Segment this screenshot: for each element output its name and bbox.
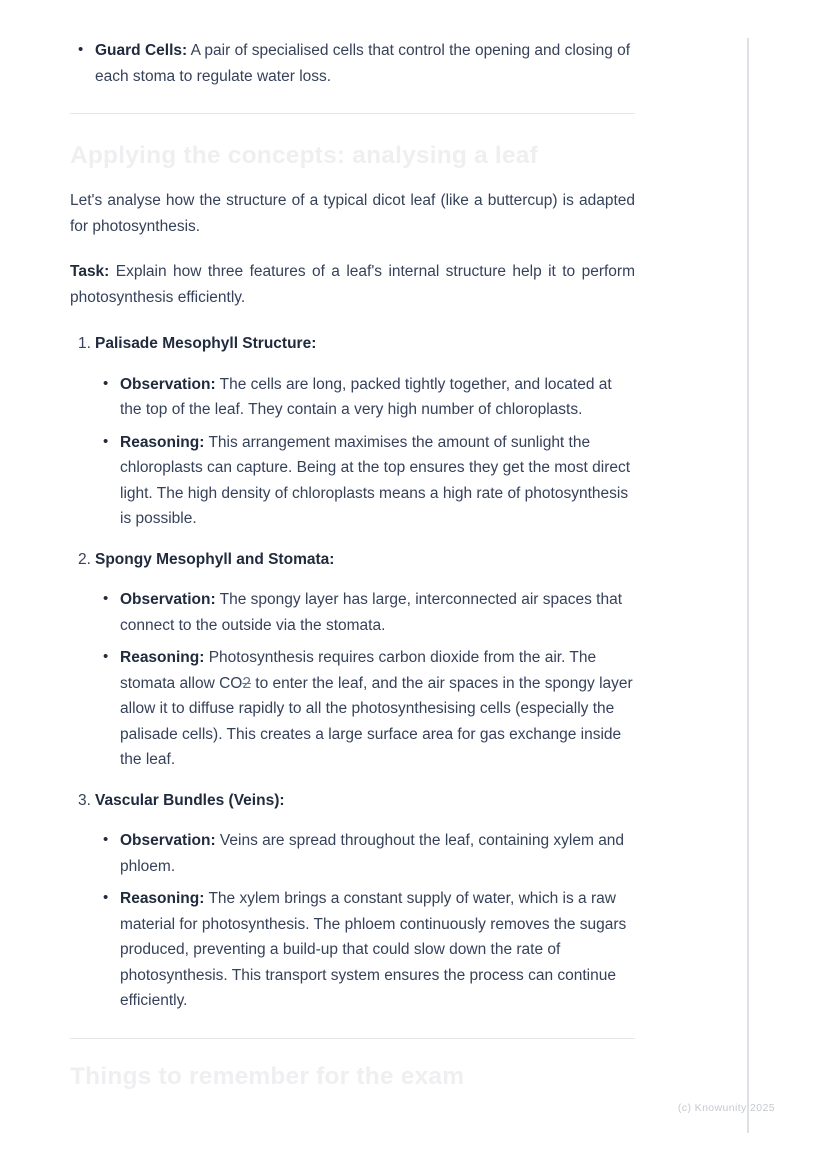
- reasoning-text-2: [120, 645, 635, 773]
- bullet-dot: •: [103, 648, 109, 665]
- guard-cells-text: [95, 38, 635, 89]
- intro-paragraph: Let's analyse how the structure of a typical dicot leaf (like a buttercup) is adapted for photosynthesis.: [70, 192, 635, 235]
- observation-text-3: [120, 828, 635, 879]
- reasoning-body: The xylem brings a constant supply of water, which is a raw material for photosynthesis. The phloem continuously removes the sugars produced, preventing a build-up that could slow down the rate of photosynthesis. This transport system ensures the process can continue efficiently.: [120, 890, 627, 1009]
- numbered-item-1-sublist: [70, 372, 635, 532]
- section-heading-applying: Applying the concepts: analysing a leaf: [70, 142, 538, 169]
- section-divider-1: [70, 113, 635, 114]
- numbered-item-3: [70, 788, 635, 1014]
- page-edge-line: [747, 38, 749, 1133]
- co2-subscript-struck: 2: [242, 674, 251, 692]
- section-divider-2: [70, 1038, 635, 1039]
- reasoning-label: Reasoning:: [120, 649, 205, 666]
- guard-cells-body: A pair of specialised cells that control the opening and closing of each stoma to regulate water loss.: [95, 42, 631, 85]
- page-content: [70, 38, 635, 1092]
- reasoning-item-3: [95, 886, 635, 1014]
- observation-body: Veins are spread throughout the leaf, containing xylem and phloem.: [120, 832, 625, 875]
- bullet-dot: •: [103, 889, 109, 906]
- list-number: 1.: [78, 335, 91, 352]
- task-label: Task:: [70, 263, 110, 280]
- observation-body: The cells are long, packed tightly together, and located at the top of the leaf. They contain a very high number of chloroplasts.: [120, 375, 612, 418]
- observation-text-2: [120, 587, 635, 638]
- task-paragraph: [70, 259, 635, 310]
- numbered-item-2-title-row: [70, 547, 635, 573]
- numbered-item-2-title: Spongy Mesophyll and Stomata:: [95, 550, 335, 568]
- numbered-item-3-title-row: [70, 788, 635, 814]
- list-number: 3.: [78, 791, 91, 809]
- reasoning-body-after-co2: to enter the leaf, and the air spaces in the spongy layer allow it to diffuse rapidly to all the photosynthesising cells (especially the palisade cells). This creates a large surface area for gas exchange inside the leaf.: [120, 674, 633, 768]
- numbered-item-1: [70, 331, 635, 532]
- numbered-item-2: [70, 547, 635, 773]
- reasoning-body-before-co2: Photosynthesis requires carbon dioxide from the air. The stomata allow CO: [120, 649, 597, 692]
- section-heading-exam: Things to remember for the exam: [70, 1062, 465, 1090]
- bullet-dot: •: [103, 590, 109, 607]
- numbered-item-1-title-row: [70, 331, 635, 357]
- reasoning-item-2: [95, 645, 635, 773]
- numbered-item-1-title: Palisade Mesophyll Structure:: [95, 335, 317, 352]
- reasoning-label: Reasoning:: [120, 433, 205, 451]
- copyright-watermark: (c) Knowunity 2025: [677, 1102, 775, 1114]
- reasoning-label: Reasoning:: [120, 890, 205, 907]
- bullet-dot: •: [78, 41, 84, 58]
- observation-text-1: [120, 372, 635, 423]
- numbered-list: [70, 331, 635, 1014]
- observation-label: Observation:: [120, 375, 216, 393]
- observation-item-2: [95, 587, 635, 638]
- observation-item-3: [95, 828, 635, 879]
- reasoning-text-1: [120, 430, 635, 532]
- bullet-dot: •: [103, 374, 109, 392]
- reasoning-body: This arrangement maximises the amount of sunlight the chloroplasts can capture. Being at the top ensures they get the most direct light. The high density of chloroplasts means a high rate of photosynthesis is possible.: [120, 433, 631, 527]
- observation-body: The spongy layer has large, interconnected air spaces that connect to the outside via the stomata.: [120, 591, 623, 634]
- list-number: 2.: [78, 550, 91, 568]
- numbered-item-2-sublist: [70, 587, 635, 773]
- bullet-dot: •: [103, 831, 109, 848]
- numbered-item-3-sublist: [70, 828, 635, 1014]
- numbered-item-3-title: Vascular Bundles (Veins):: [95, 791, 285, 809]
- observation-item-1: [95, 372, 635, 423]
- observation-label: Observation:: [120, 832, 216, 849]
- reasoning-text-3: [120, 886, 635, 1014]
- observation-label: Observation:: [120, 591, 216, 608]
- list-item-guard-cells: [70, 38, 635, 89]
- bullet-dot: •: [103, 432, 109, 450]
- reasoning-item-1: [95, 430, 635, 532]
- task-text: Explain how three features of a leaf's internal structure help it to perform photosynthesis efficiently.: [70, 263, 635, 306]
- guard-cells-label: Guard Cells:: [95, 42, 188, 59]
